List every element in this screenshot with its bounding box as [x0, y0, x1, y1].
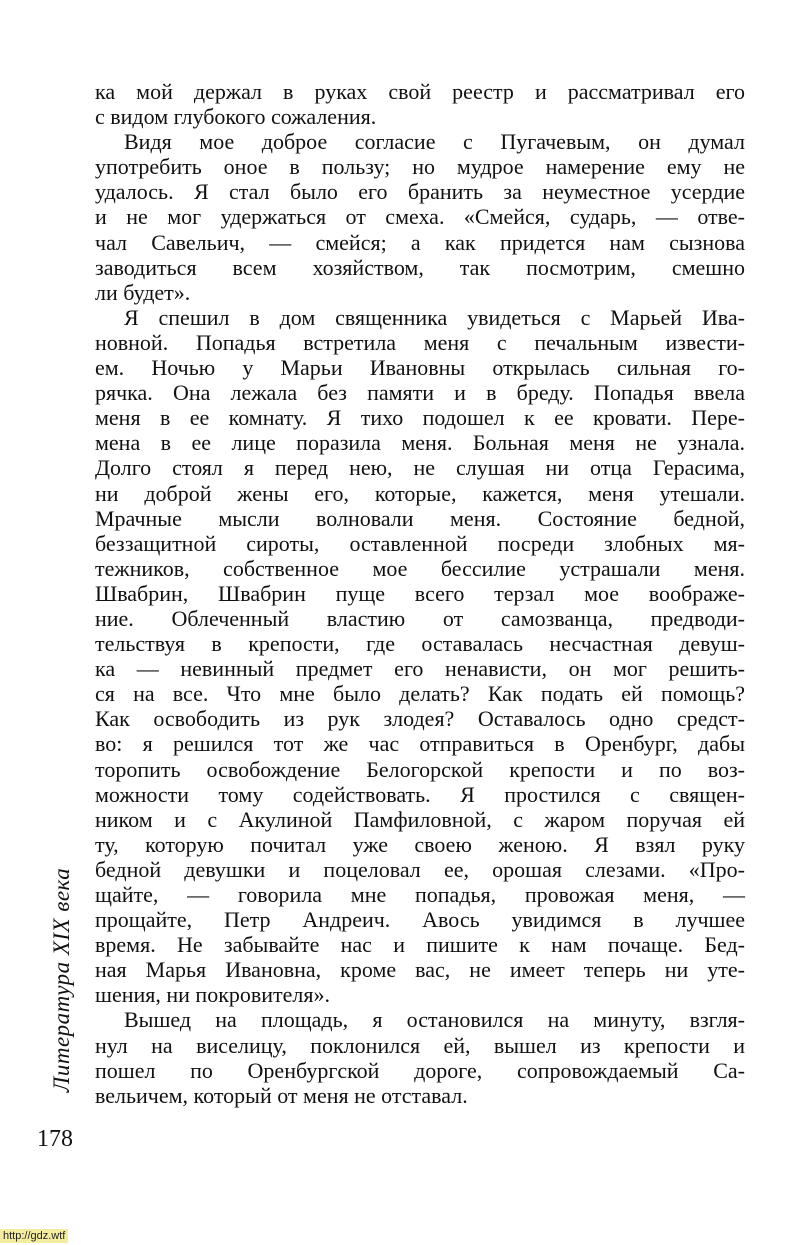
text-line: торопить освобождение Белогорской крепости и по воз- [95, 756, 745, 782]
text-line: ка мой держал в руках свой реестр и рассматривал его [95, 79, 745, 104]
text-line: ни доброй жены его, которые, кажется, меня утешали. [95, 480, 745, 506]
text-line: чал Савельич, — смейся; а как придется нам сызнова [95, 229, 745, 255]
text-line: Вышед на площадь, я остановился на минуту, взгля- [124, 1007, 745, 1033]
text-line: ником и с Акулиной Памфиловной, с жаром поручая ей [95, 806, 745, 832]
text-line: употребить оное в пользу; но мудрое намерение ему не [95, 154, 745, 180]
body-text [95, 79, 745, 1108]
paragraph [95, 1007, 745, 1107]
text-line: Долго стоял я перед нею, не слушая ни отца Герасима, [95, 455, 745, 481]
text-line: щайте, — говорила мне попадья, провожая меня, — [95, 882, 745, 907]
text-line: Видя мое доброе согласие с Пугачевым, он думал [124, 129, 745, 155]
text-line: заводиться всем хозяйством, так посмотрим, смешно [95, 254, 745, 280]
text-line: тельствуя в крепости, где оставалась несчастная девуш- [95, 631, 745, 657]
text-line: ся на все. Что мне было делать? Как подать ей помощь? [95, 681, 745, 707]
text-line: и не мог удержаться от смеха. «Смейся, сударь, — отве- [95, 204, 745, 230]
text-line: пошел по Оренбургской дороге, сопровождаемый Са- [95, 1057, 745, 1083]
text-line: беззащитной сироты, оставленной посреди злобных мя- [95, 530, 745, 556]
text-line: удалось. Я стал было его бранить за неуместное усердие [95, 179, 745, 205]
paragraph [95, 79, 745, 129]
text-line: можности тому содействовать. Я простился с священ- [95, 781, 745, 807]
text-line: рячка. Она лежала без памяти и в бреду. Попадья ввела [95, 380, 745, 406]
text-line: во: я решился тот же час отправиться в Оренбург, дабы [95, 731, 745, 757]
text-line: Я спешил в дом священника увидеться с Марьей Ива- [124, 304, 745, 330]
paragraph [95, 305, 745, 1008]
text-line: новной. Попадья встретила меня с печальным извести- [95, 329, 745, 355]
text-line: вельичем, который от меня не отставал. [95, 1082, 468, 1108]
text-line: меня в ее комнату. Я тихо подошел к ее кровати. Пере- [95, 405, 745, 431]
text-line: Швабрин, Швабрин пуще всего терзал мое воображе- [95, 580, 745, 606]
paragraph [95, 129, 745, 305]
text-line: мена в ее лице поразила меня. Больная меня не узнала. [95, 430, 745, 456]
text-line: ка — невинный предмет его ненависти, он мог решить- [95, 656, 745, 682]
text-line: прощайте, Петр Андреич. Авось увидимся в лучшее [95, 907, 745, 933]
text-line: нул на виселицу, поклонился ей, вышел из крепости и [95, 1032, 745, 1058]
text-line: бедной девушки и поцеловал ее, орошая слезами. «Про- [95, 856, 745, 882]
text-line: ту, которую почитал уже своею женою. Я взял руку [95, 831, 745, 857]
text-line: Как освободить из рук злодея? Оставалось одно средст- [95, 706, 745, 732]
text-line: время. Не забывайте нас и пишите к нам почаще. Бед- [95, 932, 745, 958]
running-title: Литература XIX века [49, 867, 74, 1093]
text-line: ли будет». [95, 279, 191, 305]
watermark-link[interactable]: http://gdz.wtf [0, 1229, 68, 1243]
text-line: с видом глубокого сожаления. [95, 104, 377, 130]
page-number: 178 [37, 1126, 73, 1152]
text-line: ние. Облеченный властию от самозванца, предводи- [95, 605, 745, 631]
text-line: тежников, собственное мое бессилие устрашали меня. [95, 555, 745, 581]
text-line: Мрачные мысли волновали меня. Состояние бедной, [95, 505, 745, 531]
text-line: ная Марья Ивановна, кроме вас, не имеет теперь ни уте- [95, 957, 745, 983]
text-line: ем. Ночью у Марьи Ивановны открылась сильная го- [95, 355, 745, 381]
text-line: шения, ни покровителя». [95, 982, 331, 1008]
